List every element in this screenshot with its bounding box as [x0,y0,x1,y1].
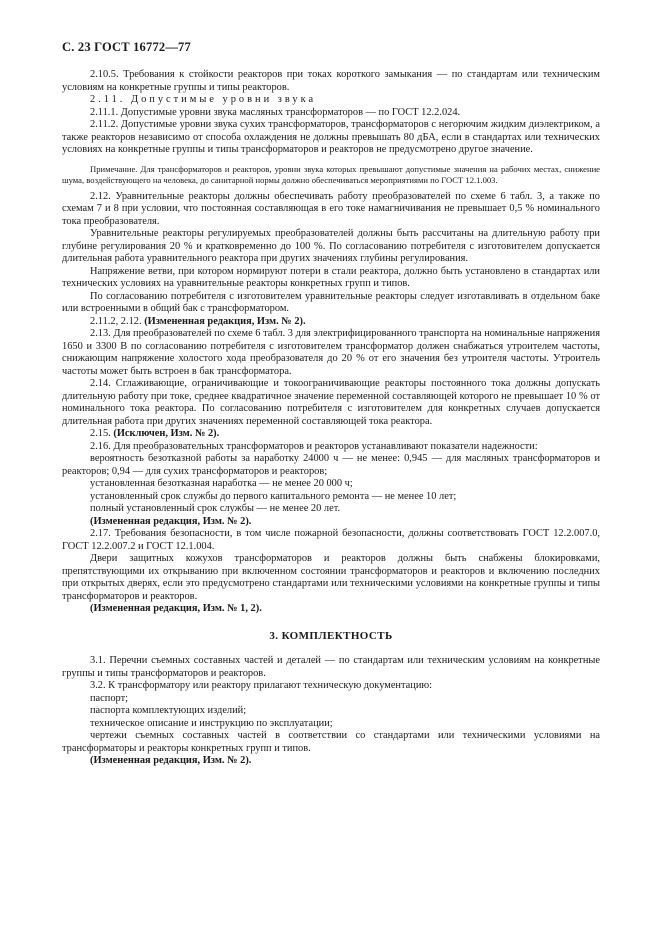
paragraph-2-10-5: 2.10.5. Требования к стойкости реакторов при токах короткого замыкания — по стандартам или техническим условиям на конкретные группы и типы реакторов. [62,69,600,93]
list-item-passport: паспорт; [90,692,129,704]
excluded-note: (Исключен, Изм. № 2). [113,428,220,439]
amendment-line-2-11-2 [62,316,600,329]
amendment-note: (Измененная редакция, Изм. № 2). [144,315,306,327]
paragraph-2-14: 2.14. Сглаживающие, ограничивающие и токоограничивающие реакторы постоянного тока должны допускать длительную работу при токе, среднее квадратичное значение переменной составляющей которого не превышает 10 % от номинального тока реактора. По согласованию потребителя с изготовителем для конкретных случаев допускается длительная работа при других значениях переменной составляющей тока реактора. [62,378,600,427]
note-paragraph: Примечание. Для трансформаторов и реакторов, уровни звука которых превышают допустимые значения на рабочих местах, снижение шума, воздействующего на человека, до санитарной нормы должно обеспечиваться мероприятиями по ГОСТ 12.1.003. [62,163,600,185]
paragraph-2-13: 2.13. Для преобразователей по схеме 6 табл. 3 для электрифицированного транспорта на номинальные напряжения 1650 и 3300 В по согласованию потребителя с изготовителем трансформатор должен снабжаться утроителем частоты, снижающим напряжение холостого хода преобразователя до 20 % от его значения без утроителя частоты. Утроитель частоты может быть встроен в бак трансформатора. [62,328,600,377]
page-header: С. 23 ГОСТ 16772—77 [62,40,191,54]
paragraph-probability: вероятность безотказной работы за наработку 24000 ч — не менее: 0,945 — для масляных трансформаторов и реакторов; 0,94 — для сухих трансформаторов и реакторов; [62,453,600,477]
list-item-component-passports: паспорта комплектующих изделий; [90,705,247,716]
paragraph-service-life-repair: установленный срок службы до первого капитального ремонта — не менее 10 лет; [90,490,457,502]
paragraph-separate-tank: По согласованию потребителя с изготовителем уравнительные реакторы следует изготавливать в отдельном баке или встроенными в общий бак с трансформатором. [62,290,600,314]
amendment-note-2-16: (Измененная редакция, Изм. № 2). [90,515,252,527]
paragraph-2-11-2: 2.11.2. Допустимые уровни звука сухих трансформаторов, трансформаторов с негорючим жидким диэлектриком, а также реакторов независимо от способа охлаждения не должны превышать 80 дБА, если в стандартах или технических условиях на конкретные группы и типы трансформаторов и реакторов не предусмотрено другое значение. [62,119,600,155]
paragraph-full-service-life: полный установленный срок службы — не менее 20 лет. [90,503,341,514]
list-item-drawings: чертежи съемных составных частей в соответствии со стандартами или техническими условиями на трансформаторы и реакторы конкретных групп и типов. [62,730,600,754]
amendment-note-3: (Измененная редакция, Изм. № 2). [90,755,252,766]
paragraph-branch-voltage: Напряжение ветви, при котором нормируют потери в стали реактора, должно быть установлено в стандартах или технических условиях на уравнительные реакторы конкретных групп и типов. [62,265,600,289]
paragraph-regulated-reactors: Уравнительные реакторы регулируемых преобразователей должны быть рассчитаны на длительную работу при глубине регулирования 20 % и кратковременно до 100 %. По согласованию потребителя с изготовителем допускается длительная работа уравнительного реактора при других значениях глубины регулирования. [62,228,600,264]
list-item-manual: техническое описание и инструкцию по эксплуатации; [90,717,333,729]
amendment-ref: 2.11.2, 2.12. [90,315,142,327]
clause-number: 2.15. [90,428,111,439]
heading-2-11: 2.11. Допустимые уровни звука [90,94,317,105]
paragraph-mtbf: установленная безотказная наработка — не менее 20 000 ч; [90,478,353,489]
paragraph-2-12: 2.12. Уравнительные реакторы должны обеспечивать работу преобразователей по схеме 6 табл. 3, а также по схемам 7 и 8 при условии, что постоянная составляющая в его токе намагничивания не превышает 0,5 % номинального тока преобразователя. [62,190,600,227]
paragraph-3-2: 3.2. К трансформатору или реактору прилагают техническую документацию: [90,680,433,691]
paragraph-doors: Двери защитных кожухов трансформаторов и реакторов должны быть снабжены блокировками, препятствующими их открыванию при включенном состоянии трансформаторов и реакторов и включению последних при открытых дверях, если это предусмотрено стандартами или техническими условиями на конкретные группы и типы трансформаторов и реакторов. [62,553,600,602]
paragraph-2-11-1: 2.11.1. Допустимые уровни звука масляных трансформаторов — по ГОСТ 12.2.024. [90,106,461,118]
paragraph-3-1: 3.1. Перечни съемных составных частей и деталей — по стандартам или техническим условиям на конкретные группы и типы трансформаторов и реакторов. [62,655,600,679]
section-title: 3. КОМПЛЕКТНОСТЬ [269,629,393,642]
paragraph-2-16: 2.16. Для преобразовательных трансформаторов и реакторов устанавливают показатели надежности: [90,440,538,452]
paragraph-2-17: 2.17. Требования безопасности, в том числе пожарной безопасности, должны соответствовать ГОСТ 12.2.007.0, ГОСТ 12.2.007.2 и ГОСТ 12.1.004. [62,528,600,552]
amendment-note-2-17: (Измененная редакция, Изм. № 1, 2). [90,603,262,614]
document-body [62,69,600,768]
paragraph-2-15 [62,428,600,441]
